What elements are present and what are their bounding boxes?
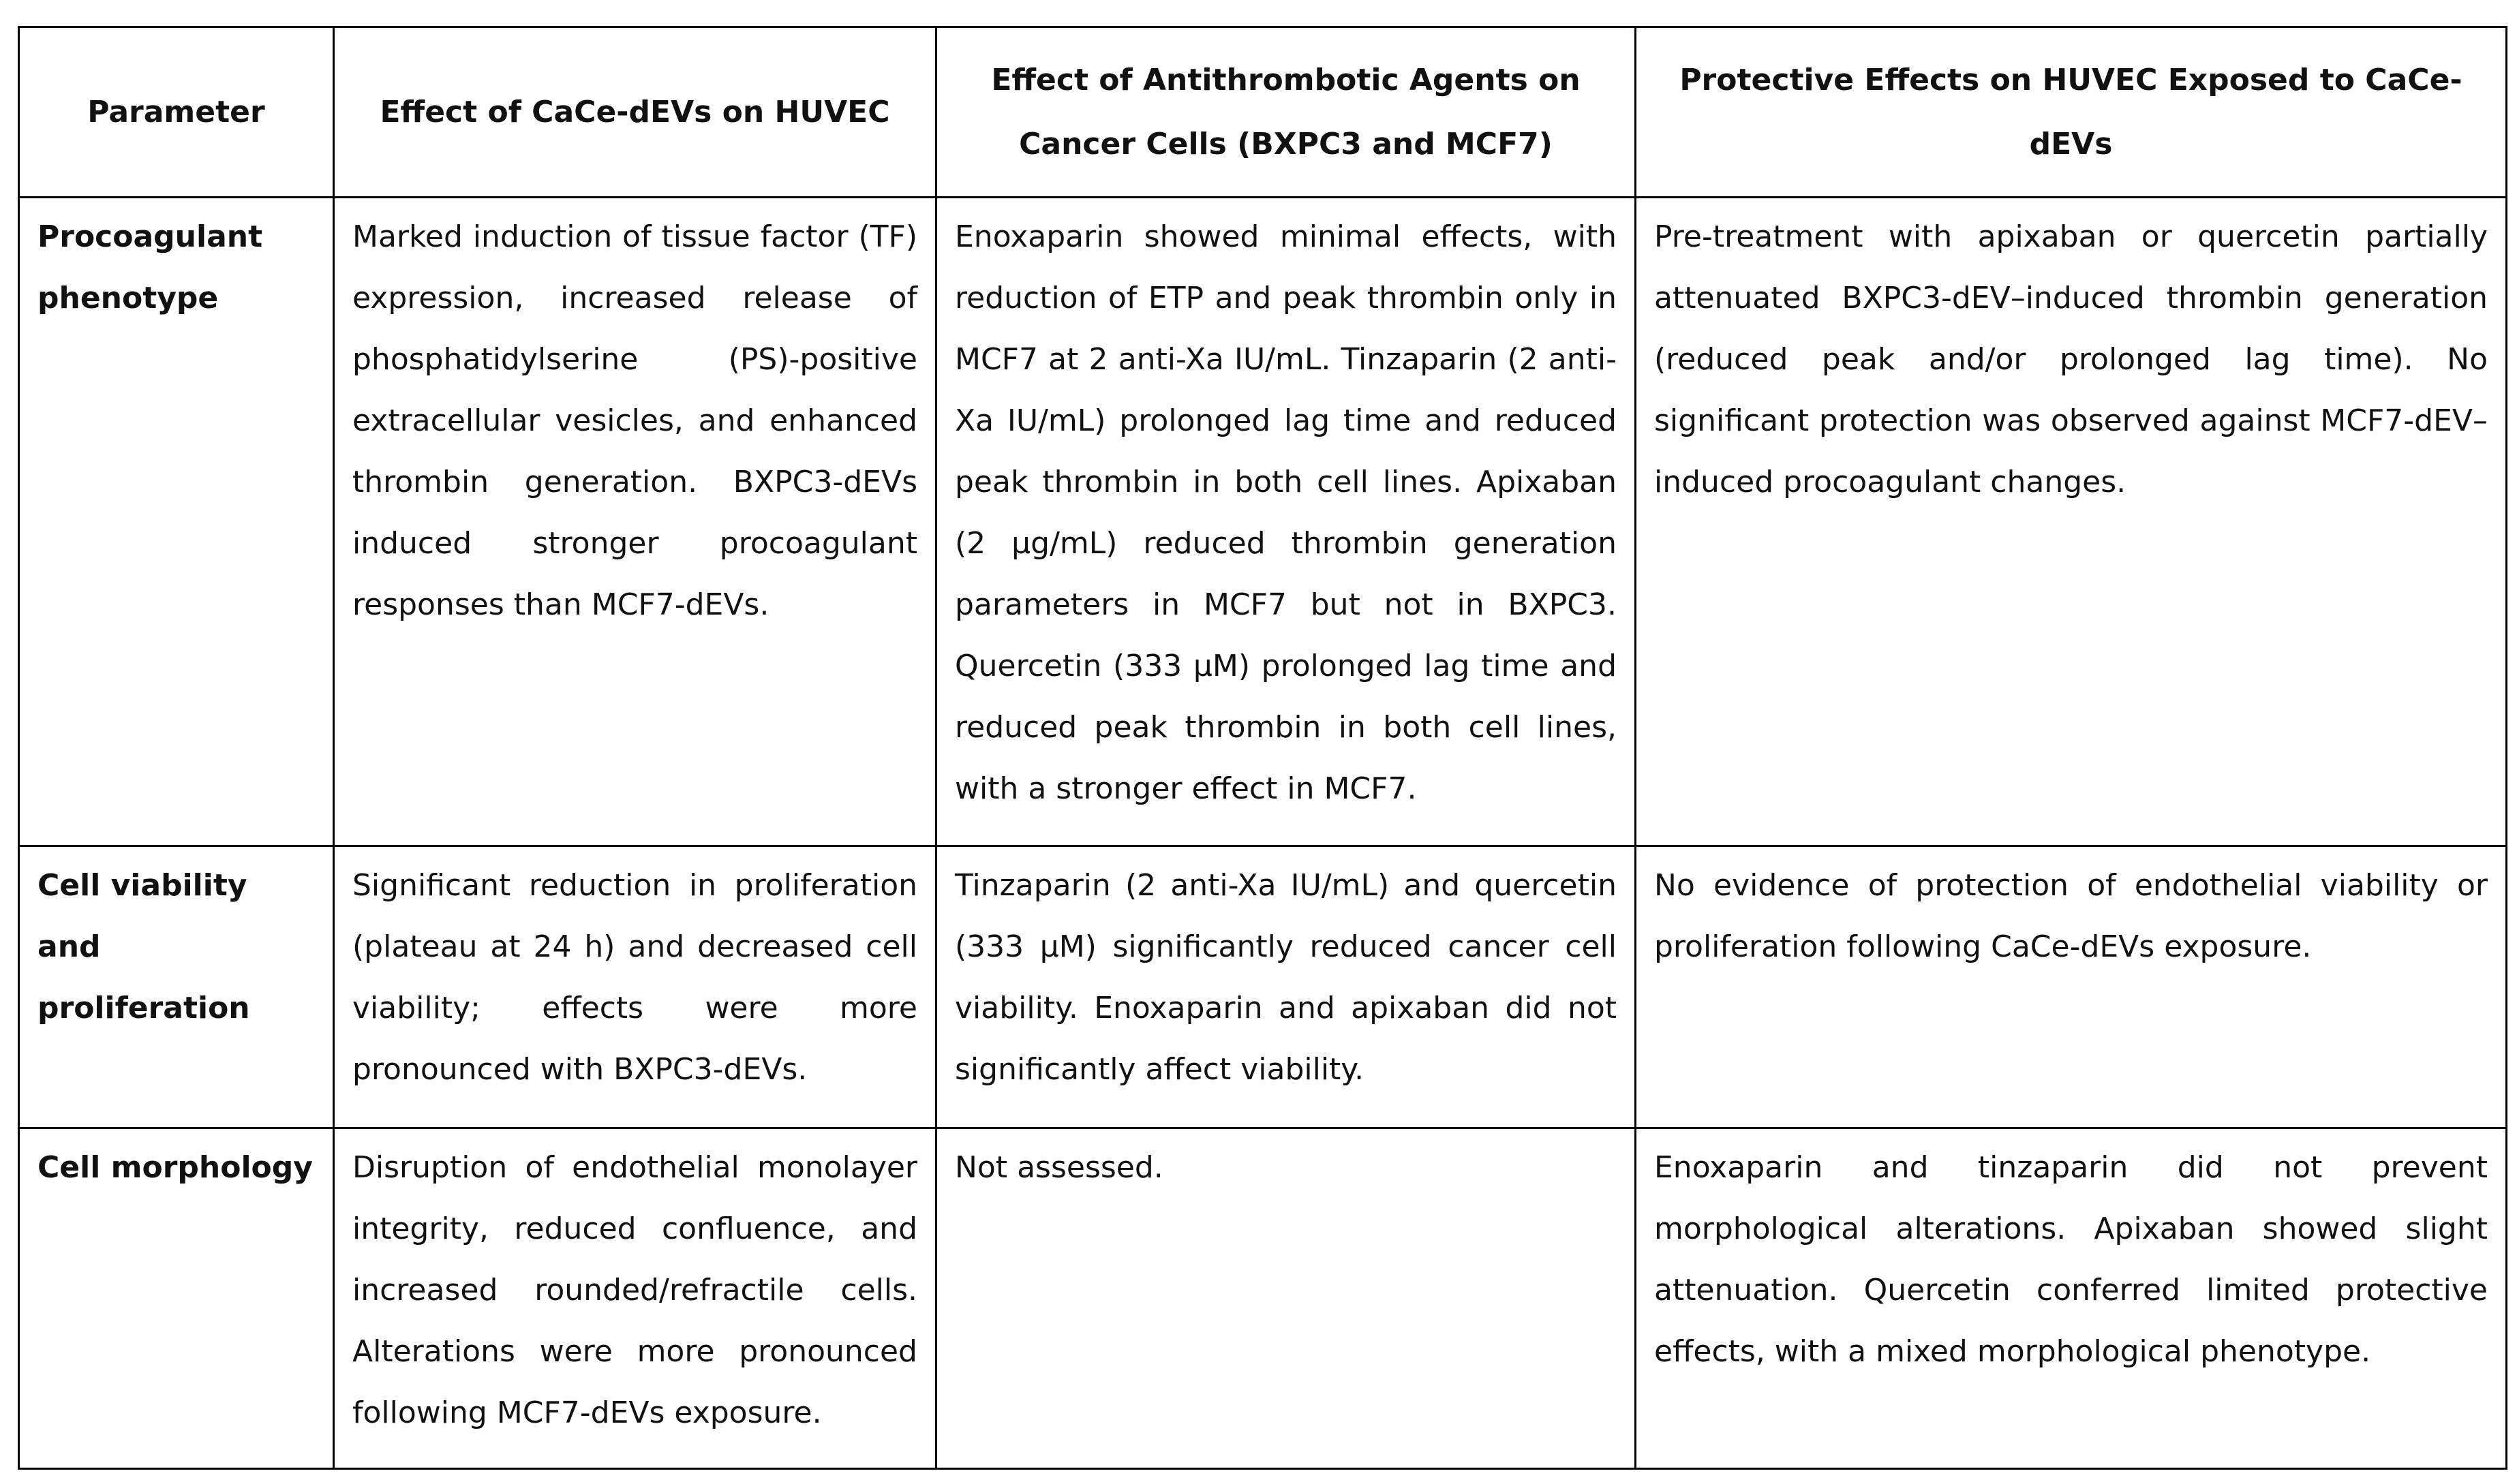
results-table bbox=[18, 26, 2507, 1470]
huvec-effect-cell: Disruption of endothelial monolayer integrity, reduced confluence, and increased rounded/refractile cells. Alterations were more pronounced following MCF7-dEVs exposure. bbox=[334, 1128, 936, 1469]
parameter-cell: Cell viability and proliferation bbox=[19, 846, 334, 1128]
table-row bbox=[19, 1128, 2507, 1469]
huvec-effect-cell: Marked induction of tissue factor (TF) expression, increased release of phosphatidylserine (PS)-positive extracellular vesicles, and enhanced thrombin generation. BXPC3-dEVs induced stronger procoagulant responses than MCF7-dEVs. bbox=[334, 198, 936, 846]
table-header bbox=[19, 27, 2507, 198]
header-protective-effect: Protective Effects on HUVEC Exposed to CaCe-dEVs bbox=[1636, 27, 2507, 198]
antithrombotic-effect-cell: Enoxaparin showed minimal effects, with reduction of ETP and peak thrombin only in MCF7 at 2 anti-Xa IU/mL. Tinzaparin (2 anti-Xa IU/mL) prolonged lag time and reduced peak thrombin in both cell lines. Apixaban (2 µg/mL) reduced thrombin generation parameters in MCF7 but not in BXPC3. Quercetin (333 µM) prolonged lag time and reduced peak thrombin in both cell lines, with a stronger effect in MCF7. bbox=[936, 198, 1636, 846]
parameter-cell: Procoagulant phenotype bbox=[19, 198, 334, 846]
parameter-cell: Cell morphology bbox=[19, 1128, 334, 1469]
table-row bbox=[19, 198, 2507, 846]
table-body bbox=[19, 198, 2507, 1469]
header-parameter: Parameter bbox=[19, 27, 334, 198]
header-huvec-effect: Effect of CaCe-dEVs on HUVEC bbox=[334, 27, 936, 198]
header-row bbox=[19, 27, 2507, 198]
protective-effect-cell: Pre-treatment with apixaban or quercetin partially attenuated BXPC3-dEV–induced thrombin generation (reduced peak and/or prolonged lag time). No significant protection was observed against MCF7-dEV–induced procoagulant changes. bbox=[1636, 198, 2507, 846]
protective-effect-cell: No evidence of protection of endothelial viability or proliferation following CaCe-dEVs exposure. bbox=[1636, 846, 2507, 1128]
header-antithrombotic-effect: Effect of Antithrombotic Agents on Cancer Cells (BXPC3 and MCF7) bbox=[936, 27, 1636, 198]
table-row bbox=[19, 846, 2507, 1128]
antithrombotic-effect-cell: Not assessed. bbox=[936, 1128, 1636, 1469]
huvec-effect-cell: Significant reduction in proliferation (plateau at 24 h) and decreased cell viability; effects were more pronounced with BXPC3-dEVs. bbox=[334, 846, 936, 1128]
protective-effect-cell: Enoxaparin and tinzaparin did not prevent morphological alterations. Apixaban showed slight attenuation. Quercetin conferred limited protective effects, with a mixed morphological phenotype. bbox=[1636, 1128, 2507, 1469]
antithrombotic-effect-cell: Tinzaparin (2 anti-Xa IU/mL) and quercetin (333 µM) significantly reduced cancer cell viability. Enoxaparin and apixaban did not significantly affect viability. bbox=[936, 846, 1636, 1128]
results-table-container bbox=[18, 26, 2505, 1470]
